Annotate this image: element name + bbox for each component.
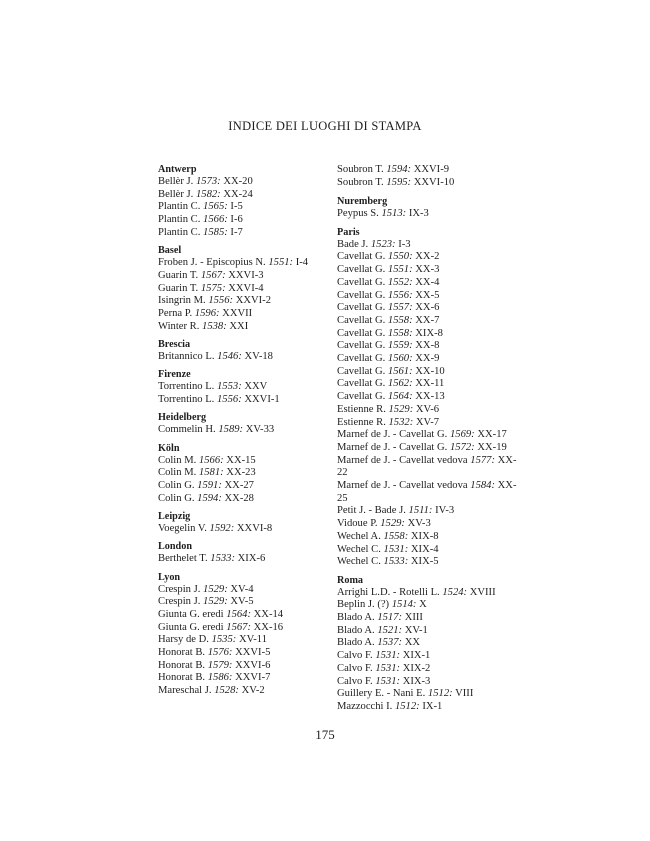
section-heading: Roma bbox=[337, 574, 364, 586]
section-heading: Lyon bbox=[158, 571, 181, 583]
catalogue-ref: XV-1 bbox=[404, 624, 428, 636]
print-year: 1538: bbox=[202, 320, 227, 332]
printer-name: Mareschal J. bbox=[158, 685, 212, 697]
printer-name: Marnef de J. - Cavellat vedova bbox=[337, 480, 468, 492]
index-entry bbox=[337, 391, 517, 404]
index-entry bbox=[337, 637, 517, 650]
index-entry bbox=[337, 290, 517, 303]
catalogue-ref: XVIII bbox=[469, 586, 496, 598]
catalogue-ref: XV-4 bbox=[230, 583, 254, 595]
index-entry bbox=[158, 381, 334, 394]
print-year: 1553: bbox=[217, 381, 242, 393]
printer-name: Bellèr J. bbox=[158, 176, 194, 187]
print-year: 1592: bbox=[209, 522, 235, 534]
index-entry bbox=[337, 328, 517, 341]
printer-name: Arrighi L.D. - Rotelli L. bbox=[337, 586, 440, 598]
index-section bbox=[337, 195, 517, 221]
catalogue-ref: XXVI-5 bbox=[235, 647, 271, 659]
index-entry bbox=[337, 587, 517, 600]
printer-name: Isingrin M. bbox=[158, 295, 206, 307]
index-entry bbox=[337, 701, 517, 714]
printer-name: Cavellat G. bbox=[337, 251, 386, 263]
catalogue-ref: IX-3 bbox=[408, 208, 429, 220]
print-year: 1569: bbox=[449, 429, 475, 441]
index-section bbox=[337, 164, 517, 189]
catalogue-ref: XV-6 bbox=[415, 403, 440, 415]
print-year: 1514: bbox=[391, 599, 417, 611]
print-year: 1584: bbox=[470, 480, 495, 492]
printer-name: Wechel A. bbox=[337, 530, 381, 542]
index-entry bbox=[337, 663, 517, 676]
index-section bbox=[158, 244, 334, 333]
print-year: 1529: bbox=[380, 518, 405, 530]
printer-name: Perna P. bbox=[158, 307, 193, 319]
index-entry bbox=[158, 214, 334, 227]
index-entry bbox=[337, 676, 517, 689]
print-year: 1556: bbox=[217, 393, 242, 405]
index-entry bbox=[337, 625, 517, 638]
print-year: 1566: bbox=[198, 454, 224, 466]
print-year: 1512: bbox=[427, 688, 453, 700]
index-entry bbox=[337, 599, 517, 612]
index-entry bbox=[158, 685, 334, 698]
print-year: 1585: bbox=[203, 226, 228, 238]
print-year: 1596: bbox=[194, 307, 220, 319]
index-entry bbox=[158, 553, 334, 566]
printer-name: Froben J. - Episcopius N. bbox=[158, 257, 266, 269]
catalogue-ref: IV-3 bbox=[435, 505, 455, 517]
index-entry bbox=[158, 176, 334, 189]
section-heading: Leipzig bbox=[158, 510, 191, 522]
catalogue-ref: XV-2 bbox=[241, 685, 265, 697]
printer-name: Marnef de J. - Cavellat vedova bbox=[337, 454, 468, 466]
print-year: 1556: bbox=[208, 295, 234, 307]
print-year: 1535: bbox=[211, 634, 237, 646]
catalogue-ref: XX-15 bbox=[226, 454, 256, 466]
print-year: 1594: bbox=[197, 492, 222, 504]
catalogue-ref: XXVI-4 bbox=[228, 282, 264, 294]
catalogue-ref: XXVI-3 bbox=[228, 269, 264, 281]
printer-name: Colin G. bbox=[158, 479, 195, 491]
section-heading: Nuremberg bbox=[337, 196, 388, 208]
index-entry bbox=[337, 518, 517, 531]
catalogue-ref: XX-4 bbox=[415, 276, 440, 288]
printer-name: Marnef de J. - Cavellat G. bbox=[337, 429, 448, 441]
catalogue-ref: I-7 bbox=[230, 226, 243, 238]
catalogue-ref: XXI bbox=[229, 320, 249, 332]
printer-name: Colin G. bbox=[158, 492, 195, 504]
printer-name: Crespin J. bbox=[158, 583, 201, 595]
print-year: 1551: bbox=[268, 257, 294, 269]
catalogue-ref: XX-5 bbox=[415, 289, 440, 301]
catalogue-ref: XXV bbox=[244, 381, 268, 393]
index-entry bbox=[337, 650, 517, 663]
print-year: 1557: bbox=[387, 302, 413, 314]
catalogue-ref: XX-2 bbox=[415, 251, 440, 263]
print-year: 1566: bbox=[203, 214, 228, 226]
index-entry bbox=[337, 302, 517, 315]
index-entry bbox=[337, 164, 517, 177]
index-section bbox=[158, 163, 334, 240]
print-year: 1577: bbox=[470, 454, 495, 466]
catalogue-ref: XIX-8 bbox=[415, 327, 443, 339]
index-section bbox=[158, 510, 334, 536]
print-year: 1531: bbox=[375, 662, 401, 674]
print-year: 1533: bbox=[210, 553, 235, 565]
printer-name: Marnef de J. - Cavellat G. bbox=[337, 441, 448, 453]
index-entry bbox=[337, 531, 517, 544]
index-entry bbox=[337, 612, 517, 625]
index-entry bbox=[158, 584, 334, 597]
index-entry bbox=[158, 308, 334, 321]
index-entry bbox=[158, 295, 334, 308]
printer-name: Soubron T. bbox=[337, 176, 384, 188]
catalogue-ref: XV-5 bbox=[230, 596, 254, 608]
catalogue-ref: I-3 bbox=[398, 238, 411, 250]
print-year: 1586: bbox=[207, 672, 233, 684]
print-year: 1528: bbox=[214, 685, 239, 697]
printer-name: Cavellat G. bbox=[337, 365, 386, 377]
index-entry bbox=[337, 455, 517, 480]
printer-name: Torrentino L. bbox=[158, 393, 215, 405]
print-year: 1558: bbox=[383, 530, 409, 542]
index-entry bbox=[337, 264, 517, 277]
print-year: 1582: bbox=[195, 188, 221, 200]
catalogue-ref: XX-17 bbox=[477, 429, 507, 441]
printer-name: Bellèr J. bbox=[158, 188, 194, 200]
index-entry bbox=[337, 442, 517, 455]
index-entry bbox=[158, 394, 334, 407]
print-year: 1556: bbox=[387, 289, 413, 301]
catalogue-ref: XV-18 bbox=[244, 350, 273, 362]
catalogue-ref: XX-7 bbox=[415, 314, 440, 326]
index-entry bbox=[158, 227, 334, 240]
print-year: 1550: bbox=[387, 251, 413, 263]
printer-name: Cavellat G. bbox=[337, 302, 386, 314]
index-entry bbox=[337, 277, 517, 290]
print-year: 1517: bbox=[377, 611, 403, 623]
index-entry bbox=[158, 609, 334, 622]
print-year: 1521: bbox=[377, 624, 403, 636]
catalogue-ref: XX-13 bbox=[415, 391, 445, 403]
print-year: 1567: bbox=[200, 269, 226, 281]
index-entry bbox=[158, 424, 334, 437]
printer-name: Soubron T. bbox=[337, 164, 384, 175]
index-entry bbox=[158, 672, 334, 685]
index-entry bbox=[337, 239, 517, 252]
index-entry bbox=[158, 493, 334, 506]
index-entry bbox=[337, 251, 517, 264]
index-entry bbox=[158, 351, 334, 364]
catalogue-ref: XX-28 bbox=[224, 492, 254, 504]
index-section bbox=[158, 368, 334, 406]
catalogue-ref: XIX-3 bbox=[402, 675, 431, 687]
index-entry bbox=[158, 455, 334, 468]
catalogue-ref: XX-6 bbox=[415, 302, 440, 314]
printer-name: Cavellat G. bbox=[337, 378, 386, 390]
catalogue-ref: XIX-8 bbox=[410, 530, 439, 542]
page-number: 175 bbox=[315, 727, 335, 742]
print-year: 1573: bbox=[195, 176, 221, 187]
print-year: 1546: bbox=[217, 350, 242, 362]
printer-name: Bade J. bbox=[337, 238, 369, 250]
catalogue-ref: XX-9 bbox=[415, 353, 440, 365]
print-year: 1513: bbox=[381, 208, 407, 220]
index-entry bbox=[337, 340, 517, 353]
catalogue-ref: XV-11 bbox=[238, 634, 267, 646]
print-year: 1579: bbox=[207, 659, 233, 671]
catalogue-ref: XX-8 bbox=[415, 340, 440, 352]
catalogue-ref: XIX-2 bbox=[402, 662, 431, 674]
catalogue-ref: XV-7 bbox=[415, 416, 440, 428]
print-year: 1564: bbox=[387, 391, 413, 403]
catalogue-ref: XXVI-9 bbox=[413, 164, 450, 175]
catalogue-ref: XXVI-8 bbox=[236, 522, 273, 534]
section-heading: Brescia bbox=[158, 338, 191, 350]
printer-name: Cavellat G. bbox=[337, 340, 386, 352]
printer-name: Guarin T. bbox=[158, 282, 199, 294]
catalogue-ref: XX bbox=[404, 637, 421, 649]
print-year: 1560: bbox=[387, 353, 413, 365]
printer-name: Mazzocchi I. bbox=[337, 700, 393, 712]
print-year: 1511: bbox=[408, 505, 433, 517]
printer-name: Commelin H. bbox=[158, 424, 216, 436]
printer-name: Petit J. - Bade J. bbox=[337, 505, 406, 517]
catalogue-ref: XXVI-6 bbox=[235, 659, 271, 671]
catalogue-ref: XXVI-7 bbox=[235, 672, 271, 684]
catalogue-ref: XX-25 bbox=[337, 480, 517, 504]
section-heading: Firenze bbox=[158, 369, 191, 381]
index-entry bbox=[158, 634, 334, 647]
page-title: INDICE DEI LUOGHI DI STAMPA bbox=[228, 119, 422, 133]
catalogue-ref: I-5 bbox=[230, 201, 243, 213]
section-heading: London bbox=[158, 541, 192, 553]
print-year: 1531: bbox=[375, 650, 401, 662]
printer-name: Honorat B. bbox=[158, 672, 206, 684]
section-heading: Heidelberg bbox=[158, 412, 207, 424]
printer-name: Calvo F. bbox=[337, 675, 373, 687]
index-section bbox=[337, 226, 517, 569]
print-year: 1552: bbox=[387, 276, 413, 288]
print-year: 1595: bbox=[386, 176, 412, 188]
index-section bbox=[158, 338, 334, 364]
catalogue-ref: I-4 bbox=[295, 257, 309, 269]
print-year: 1524: bbox=[442, 586, 468, 598]
catalogue-ref: XXVI-1 bbox=[244, 393, 280, 405]
catalogue-ref: XV-3 bbox=[407, 518, 431, 530]
printer-name: Plantin C. bbox=[158, 201, 201, 213]
section-heading: Köln bbox=[158, 442, 180, 454]
index-entry bbox=[337, 177, 517, 190]
print-year: 1531: bbox=[383, 543, 409, 555]
catalogue-ref: XX-24 bbox=[223, 188, 253, 200]
printer-name: Peypus S. bbox=[337, 208, 379, 220]
catalogue-ref: XXVII bbox=[222, 307, 253, 319]
index-entry bbox=[158, 523, 334, 536]
index-entry bbox=[158, 283, 334, 296]
index-entry bbox=[337, 544, 517, 557]
index-column-left bbox=[158, 163, 334, 702]
print-year: 1537: bbox=[377, 637, 403, 649]
print-year: 1512: bbox=[394, 700, 420, 712]
printer-name: Honorat B. bbox=[158, 647, 206, 659]
index-entry bbox=[158, 321, 334, 334]
catalogue-ref: XIX-1 bbox=[402, 650, 431, 662]
print-year: 1567: bbox=[226, 621, 251, 633]
printer-name: Estienne R. bbox=[337, 416, 386, 428]
printer-name: Cavellat G. bbox=[337, 289, 386, 301]
catalogue-ref: I-6 bbox=[230, 214, 243, 226]
printer-name: Blado A. bbox=[337, 624, 375, 636]
index-entry bbox=[158, 257, 334, 270]
index-entry bbox=[337, 505, 517, 518]
index-entry bbox=[158, 660, 334, 673]
printer-name: Blado A. bbox=[337, 611, 375, 623]
catalogue-ref: IX-1 bbox=[422, 700, 443, 712]
index-entry bbox=[337, 556, 517, 569]
print-year: 1576: bbox=[207, 647, 233, 659]
printer-name: Estienne R. bbox=[337, 403, 386, 415]
print-year: 1533: bbox=[383, 556, 409, 568]
printer-name: Honorat B. bbox=[158, 659, 206, 671]
print-year: 1559: bbox=[387, 340, 413, 352]
printer-name: Cavellat G. bbox=[337, 264, 386, 276]
index-entry bbox=[158, 622, 334, 635]
catalogue-ref: XIII bbox=[404, 611, 423, 623]
catalogue-ref: XXVI-10 bbox=[413, 176, 455, 188]
printer-name: Colin M. bbox=[158, 467, 197, 479]
print-year: 1558: bbox=[387, 314, 413, 326]
printer-name: Harsy de D. bbox=[158, 634, 209, 646]
printer-name: Plantin C. bbox=[158, 226, 201, 238]
printer-name: Cavellat G. bbox=[337, 276, 386, 288]
printer-name: Cavellat G. bbox=[337, 391, 386, 403]
index-entry bbox=[158, 201, 334, 214]
index-entry bbox=[337, 688, 517, 701]
index-entry bbox=[158, 647, 334, 660]
print-year: 1562: bbox=[387, 378, 413, 390]
section-heading: Basel bbox=[158, 245, 182, 257]
index-column-right bbox=[337, 164, 517, 718]
catalogue-ref: XX-20 bbox=[223, 176, 253, 187]
printer-name: Beplin J. (?) bbox=[337, 599, 390, 611]
printer-name: Cavellat G. bbox=[337, 327, 386, 339]
print-year: 1529: bbox=[203, 583, 228, 595]
printer-name: Cavellat G. bbox=[337, 314, 386, 326]
catalogue-ref: XIX-6 bbox=[237, 553, 266, 565]
printer-name: Giunta G. eredi bbox=[158, 621, 224, 633]
index-entry bbox=[337, 404, 517, 417]
printer-name: Cavellat G. bbox=[337, 353, 386, 365]
print-year: 1523: bbox=[370, 238, 396, 250]
printer-name: Blado A. bbox=[337, 637, 375, 649]
printer-name: Colin M. bbox=[158, 454, 197, 466]
printer-name: Calvo F. bbox=[337, 650, 373, 662]
catalogue-ref: XX-16 bbox=[253, 621, 284, 633]
index-entry bbox=[158, 270, 334, 283]
printer-name: Winter R. bbox=[158, 320, 200, 332]
index-entry bbox=[337, 378, 517, 391]
index-section bbox=[158, 571, 334, 698]
index-entry bbox=[337, 208, 517, 221]
catalogue-ref: VIII bbox=[455, 688, 474, 700]
catalogue-ref: XX-11 bbox=[415, 378, 445, 390]
catalogue-ref: XX-19 bbox=[477, 441, 507, 453]
printer-name: Plantin C. bbox=[158, 214, 201, 226]
print-year: 1529: bbox=[388, 403, 414, 415]
index-section bbox=[158, 540, 334, 566]
index-section bbox=[337, 574, 517, 714]
printer-name: Wechel C. bbox=[337, 556, 381, 568]
printer-name: Vidoue P. bbox=[337, 518, 378, 530]
print-year: 1531: bbox=[375, 675, 401, 687]
printer-name: Guarin T. bbox=[158, 269, 199, 281]
index-section bbox=[158, 411, 334, 437]
index-entry bbox=[337, 417, 517, 430]
printer-name: Voegelin V. bbox=[158, 522, 207, 534]
catalogue-ref: XX-22 bbox=[337, 454, 517, 479]
print-year: 1589: bbox=[218, 424, 244, 436]
index-entry bbox=[158, 189, 334, 202]
index-entry bbox=[337, 429, 517, 442]
printer-name: Guillery E. - Nani E. bbox=[337, 688, 426, 700]
index-entry bbox=[158, 480, 334, 493]
print-year: 1551: bbox=[387, 264, 413, 276]
print-year: 1591: bbox=[197, 479, 222, 491]
printer-name: Giunta G. eredi bbox=[158, 608, 224, 620]
catalogue-ref: XV-33 bbox=[245, 424, 275, 436]
print-year: 1529: bbox=[203, 596, 228, 608]
catalogue-ref: XXVI-2 bbox=[235, 295, 272, 307]
printer-name: Crespin J. bbox=[158, 596, 201, 608]
print-year: 1594: bbox=[386, 164, 412, 175]
catalogue-ref: XX-3 bbox=[415, 264, 440, 276]
print-year: 1581: bbox=[198, 467, 224, 479]
index-section bbox=[158, 442, 334, 506]
print-year: 1558: bbox=[387, 327, 413, 339]
index-entry bbox=[158, 596, 334, 609]
index-entry bbox=[337, 353, 517, 366]
print-year: 1532: bbox=[388, 416, 414, 428]
section-heading: Antwerp bbox=[158, 164, 197, 175]
catalogue-ref: XX-23 bbox=[226, 467, 256, 479]
printer-name: Wechel C. bbox=[337, 543, 381, 555]
index-entry bbox=[337, 315, 517, 328]
index-entry bbox=[158, 467, 334, 480]
index-entry bbox=[337, 366, 517, 379]
print-year: 1565: bbox=[203, 201, 228, 213]
print-year: 1561: bbox=[387, 365, 413, 377]
catalogue-ref: XIX-4 bbox=[410, 543, 439, 555]
print-year: 1572: bbox=[449, 441, 475, 453]
printer-name: Britannico L. bbox=[158, 350, 215, 362]
catalogue-ref: X bbox=[419, 599, 427, 611]
printer-name: Berthelet T. bbox=[158, 553, 208, 565]
catalogue-ref: XX-27 bbox=[224, 479, 254, 491]
printer-name: Calvo F. bbox=[337, 662, 373, 674]
print-year: 1564: bbox=[226, 608, 251, 620]
catalogue-ref: XX-10 bbox=[415, 365, 445, 377]
catalogue-ref: XX-14 bbox=[253, 608, 284, 620]
print-year: 1575: bbox=[200, 282, 226, 294]
index-entry bbox=[337, 480, 517, 505]
printer-name: Torrentino L. bbox=[158, 381, 215, 393]
section-heading: Paris bbox=[337, 226, 360, 238]
catalogue-ref: XIX-5 bbox=[410, 556, 439, 568]
